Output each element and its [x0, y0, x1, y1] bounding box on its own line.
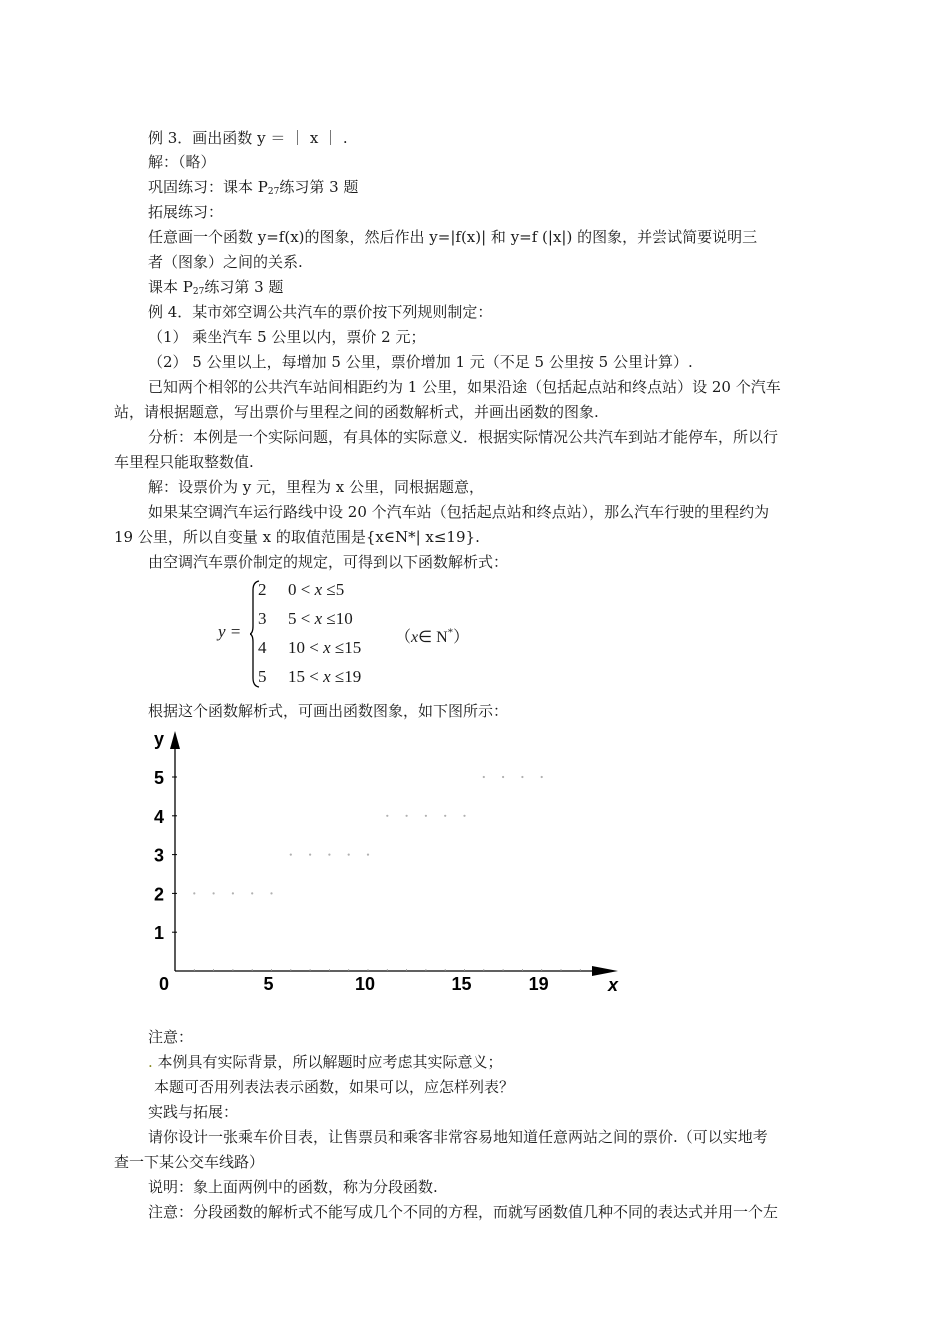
analysis-line-1: 分析：本例是一个实际问题，有具体的实际意义．根据实际情况公共汽车到站才能停车，所以行: [148, 428, 779, 446]
solution-2: 解：设票价为 y 元，里程为 x 公里，同根据题意，: [148, 478, 485, 496]
data-point: [290, 854, 292, 856]
graph-intro: 根据这个函数解析式，可画出函数图象，如下图所示：: [148, 702, 509, 720]
if-line-2: 19 公里，所以自变量 x 的取值范围是{x∈N*| x≤19}.: [114, 528, 480, 546]
data-point: [463, 815, 465, 817]
data-point: [367, 854, 369, 856]
solution-1: 解：（略）: [148, 153, 216, 171]
formula-row: 5 15 < x ≤19: [258, 667, 362, 686]
note-title: 注意：: [148, 1028, 194, 1046]
y-axis-label: y: [154, 729, 165, 749]
task-line-1: 请你设计一张乘车价目表，让售票员和乘客非常容易地知道任意两站之间的票价.（可以实地考: [148, 1128, 768, 1146]
formula-row: 4 10 < x ≤15: [258, 638, 362, 657]
extension-task-line-2: 者（图象）之间的关系.: [148, 253, 303, 271]
data-point: [270, 892, 272, 894]
axes: [170, 731, 618, 976]
data-point: [483, 776, 485, 778]
given-line-2: 站，请根据题意，写出票价与里程之间的函数解析式，并画出函数的图象.: [114, 403, 599, 421]
data-point: [541, 776, 543, 778]
tick-labels: [154, 729, 619, 995]
data-point: [348, 854, 350, 856]
data-points: [193, 776, 543, 895]
example-4: 例 4．某市郊空调公共汽车的票价按下列规则制定：: [148, 303, 493, 321]
formula-domain: （x∈ N*）: [395, 626, 470, 646]
extension-heading: 拓展练习：: [148, 203, 224, 221]
data-point: [232, 892, 234, 894]
x-tick-label: 15: [451, 974, 472, 994]
note-2: 本题可否用列表法表示函数，如果可以，应怎样列表？: [154, 1078, 515, 1096]
task-line-2: 查一下某公交车线路）: [114, 1153, 265, 1171]
y-tick-label: 2: [154, 884, 165, 905]
if-line-1: 如果某空调汽车运行路线中设 20 个汽车站（包括起点站和终点站），那么汽车行驶的里程约为: [148, 503, 770, 521]
rule-derived: 由空调汽车票价制定的规定，可得到以下函数解析式：: [148, 553, 509, 571]
data-point: [444, 815, 446, 817]
data-point: [213, 892, 215, 894]
note-1: . 本例具有实际背景，所以解题时应考虑其实际意义；: [148, 1053, 503, 1071]
data-point: [309, 854, 311, 856]
formula-row: 2 0 < x ≤5: [258, 580, 345, 599]
extension-task-line-1: 任意画一个函数 y=f(x)的图象，然后作出 y=|f(x)| 和 y=f (|x|) 的图象，并尝试简要说明三: [148, 228, 758, 246]
y-tick-label: 3: [154, 845, 165, 866]
example-3: 例 3．画出函数 y ＝ ｜ x ｜ .: [148, 129, 348, 147]
data-point: [425, 815, 427, 817]
step-function-graph: [140, 725, 640, 1000]
x-axis-label: x: [608, 975, 619, 995]
analysis-line-2: 车里程只能取整数值.: [114, 453, 254, 471]
rule-1: （1） 乘坐汽车 5 公里以内，票价 2 元；: [148, 328, 426, 346]
formula-lhs: y =: [218, 622, 242, 641]
data-point: [502, 776, 504, 778]
data-point: [193, 892, 195, 894]
given-line-1: 已知两个相邻的公共汽车站间相距约为 1 公里，如果沿途（包括起点站和终点站）设 20 个汽车: [148, 378, 781, 396]
y-tick-label: 5: [154, 768, 165, 788]
practice-extension: 实践与拓展：: [148, 1103, 239, 1121]
practice-1: 巩固练习：课本 $P_{27}$练习第 3 题: [148, 178, 359, 197]
y-tick-label: 4: [154, 806, 165, 827]
data-point: [521, 776, 523, 778]
explain: 说明：象上面两例中的函数，称为分段函数.: [148, 1178, 438, 1196]
data-point: [406, 815, 408, 817]
x-tick-label: 10: [354, 974, 376, 994]
practice-2: 课本 $P_{27}$练习第 3 题: [148, 278, 284, 297]
note-final: 注意：分段函数的解析式不能写成几个不同的方程，而就写函数值几种不同的表达式并用一个左: [148, 1203, 779, 1221]
bullet-mark: .: [148, 1053, 158, 1071]
data-point: [251, 892, 253, 894]
y-tick-label: 1: [154, 923, 165, 944]
formula-row: 3 5 < x ≤10: [258, 609, 353, 628]
data-point: [386, 815, 388, 817]
x-tick-label: 19: [528, 974, 549, 994]
rule-2: （2） 5 公里以上，每增加 5 公里，票价增加 1 元（不足 5 公里按 5 公里计算）.: [148, 353, 693, 371]
x-tick-label: 5: [263, 974, 274, 994]
x-tick-label: 0: [159, 974, 170, 994]
y-axis-arrow: [170, 731, 180, 749]
data-point: [328, 854, 330, 856]
